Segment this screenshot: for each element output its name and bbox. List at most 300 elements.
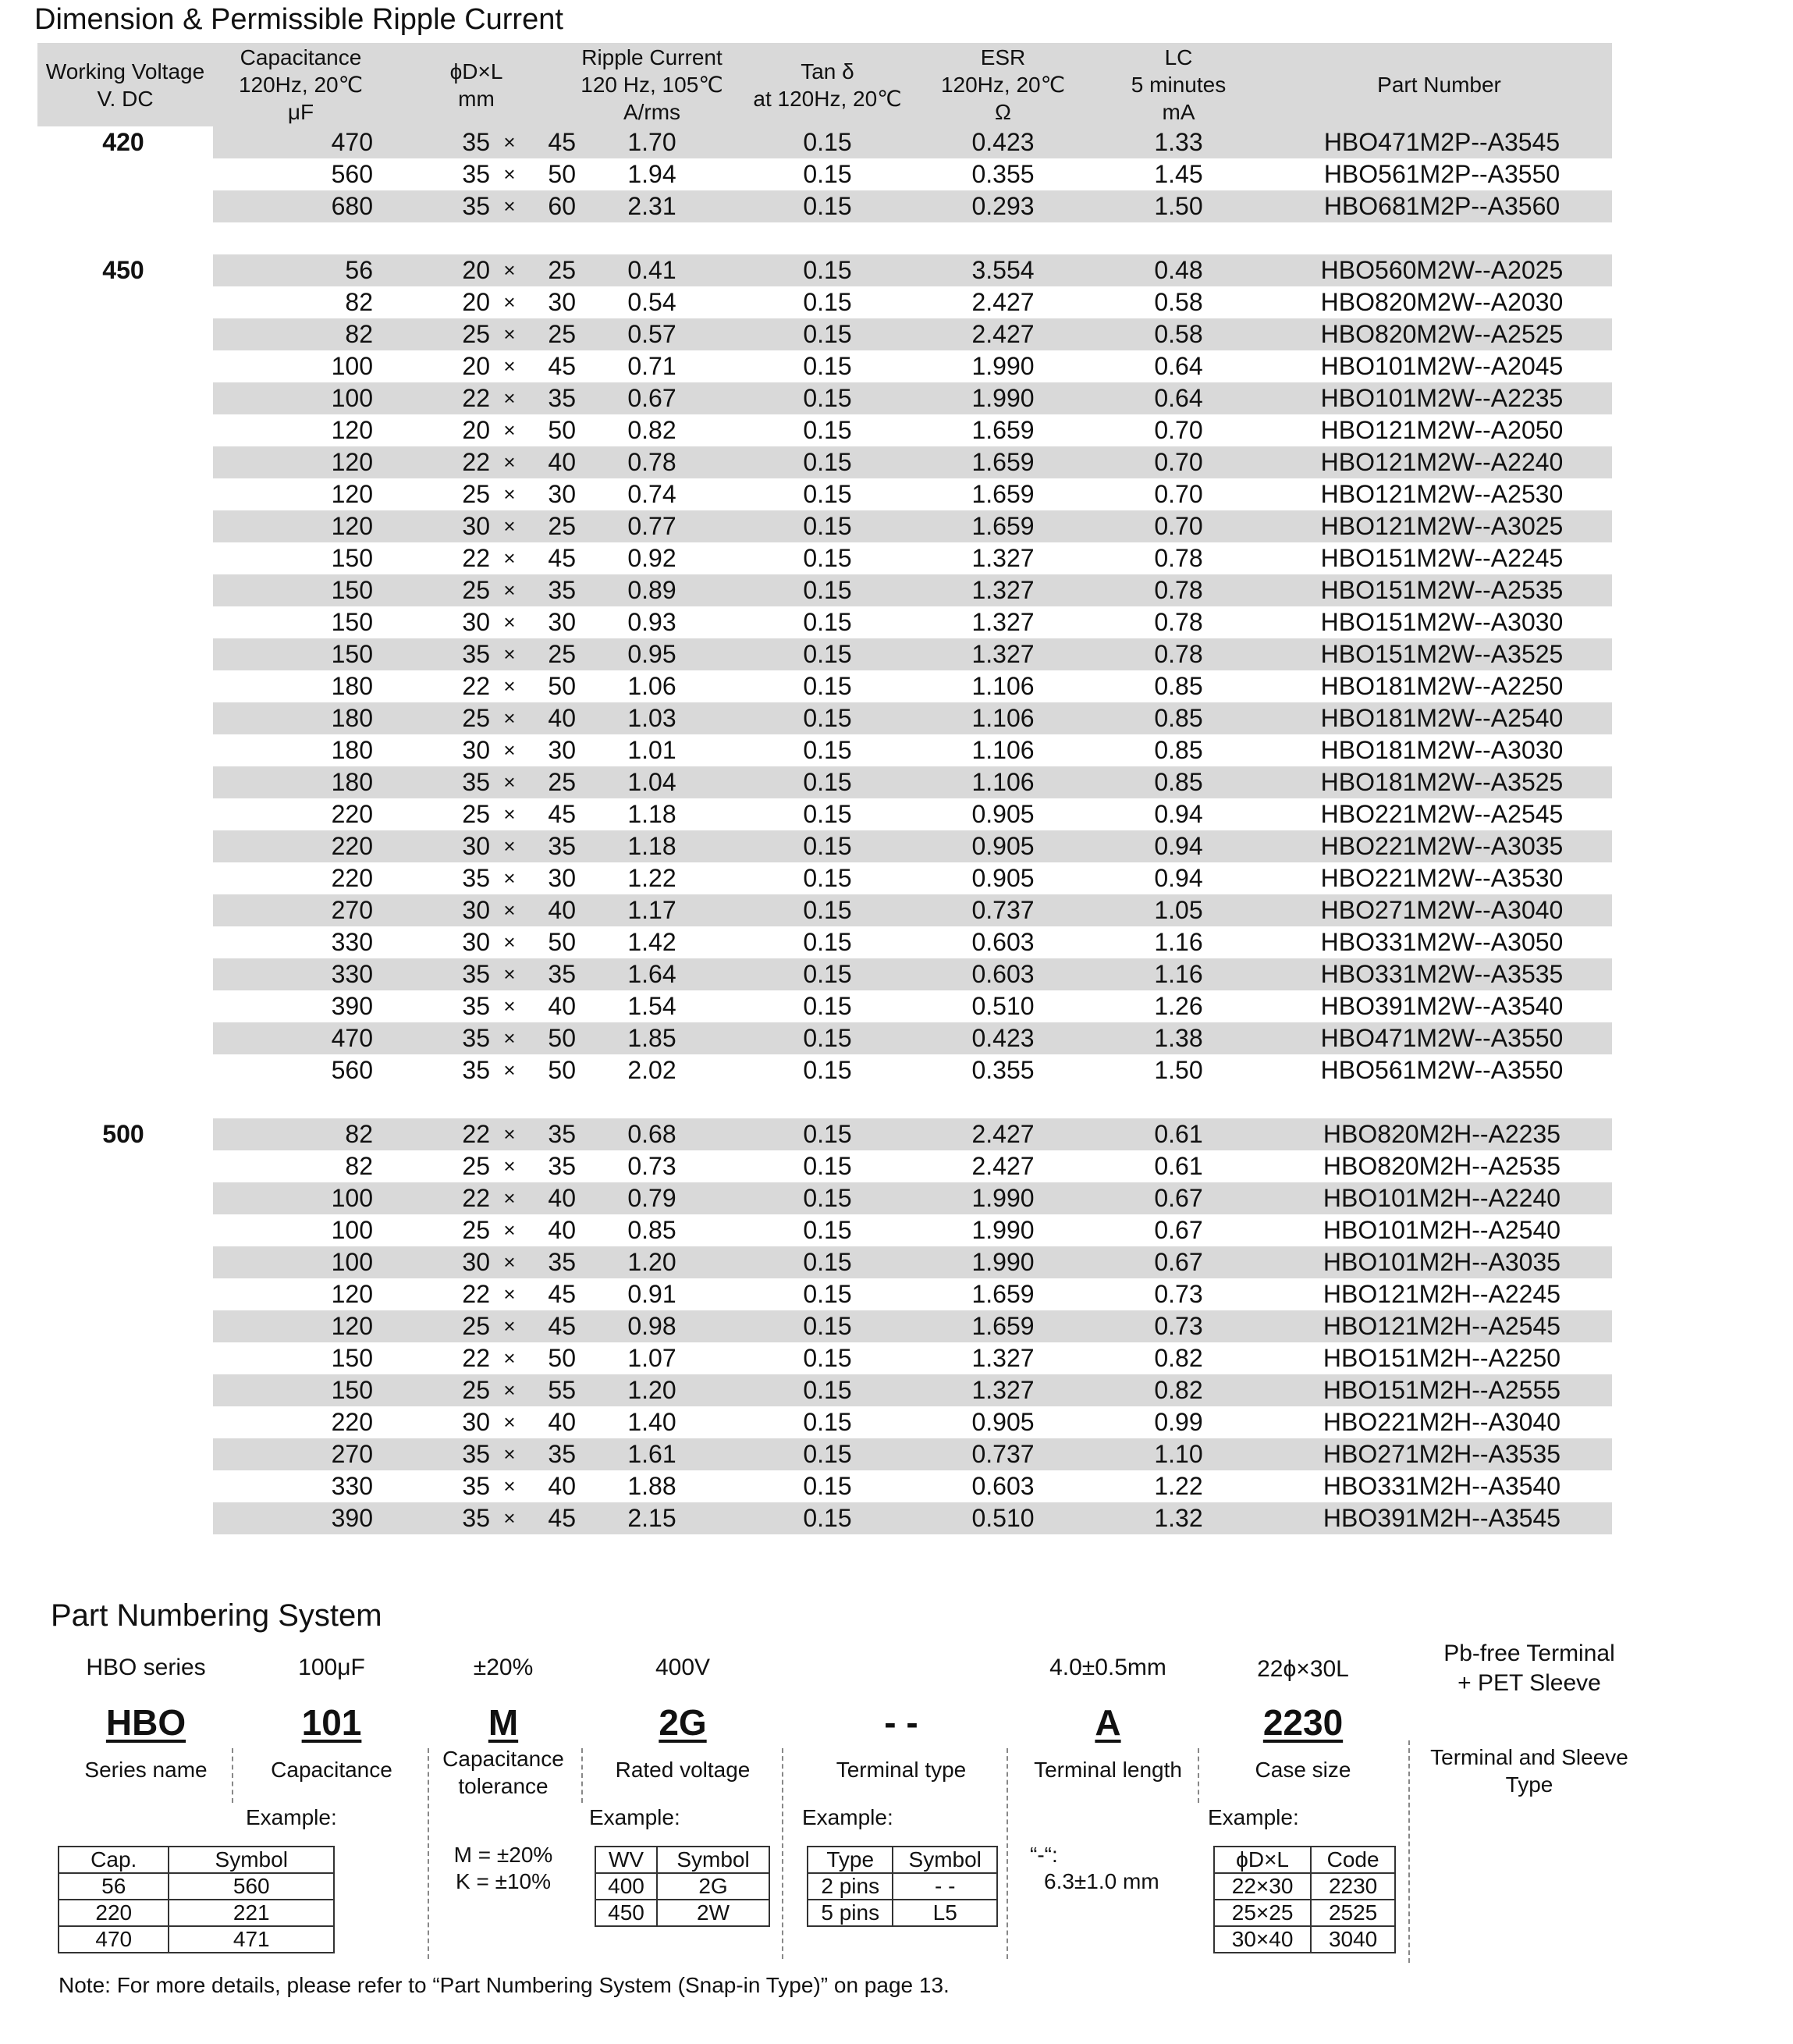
table-row [37, 862, 1612, 894]
example-series: HBO series [86, 1655, 206, 1680]
separator [1408, 1740, 1410, 1963]
cell-rip: 1.20 [627, 1376, 676, 1404]
cell-rip: 1.06 [627, 672, 676, 700]
cell-rip: 0.85 [627, 1216, 676, 1244]
times-symbol: × [503, 258, 516, 282]
cell-cap: 180 [331, 736, 373, 764]
cell-d: 20 [462, 352, 490, 380]
cell-l: 40 [548, 896, 576, 924]
cell-pn: HBO471M2P--A3545 [1323, 128, 1560, 156]
cell-esr: 0.603 [971, 1472, 1035, 1500]
cell-tan: 0.15 [803, 352, 852, 380]
cell-l: 35 [548, 1248, 576, 1276]
cell-l: 45 [548, 352, 576, 380]
cell-esr: 3.554 [971, 256, 1035, 284]
table-row [37, 1342, 1612, 1374]
cell-d: 25 [462, 576, 490, 604]
table-row [37, 1182, 1612, 1214]
cell-lc: 0.70 [1154, 480, 1203, 508]
cell-esr: 1.990 [971, 384, 1035, 412]
cell-tan: 0.15 [803, 192, 852, 220]
table-row [37, 382, 1612, 414]
cell-tan: 0.15 [803, 512, 852, 540]
cell-cap: 150 [331, 1376, 373, 1404]
table-row: 56 560 [59, 1873, 334, 1900]
cell-cap: 82 [345, 1152, 373, 1180]
cell-pn: HBO151M2H--A2555 [1323, 1376, 1561, 1404]
table-row [37, 286, 1612, 318]
cell-pn: HBO121M2W--A3025 [1320, 512, 1564, 540]
times-symbol: × [503, 162, 516, 186]
cell-l: 35 [548, 1120, 576, 1148]
cell-rip: 0.54 [627, 288, 676, 316]
cell-lc: 0.78 [1154, 608, 1203, 636]
header-part-number: Part Number [1377, 73, 1501, 97]
cell-tan: 0.15 [803, 288, 852, 316]
cell-esr: 1.990 [971, 1216, 1035, 1244]
cell-pn: HBO331M2H--A3540 [1323, 1472, 1561, 1500]
cell-cap: 150 [331, 544, 373, 572]
cell-lc: 0.78 [1154, 640, 1203, 668]
cell-cap: 390 [331, 1504, 373, 1532]
cell-l: 50 [548, 160, 576, 188]
times-symbol: × [503, 1282, 516, 1306]
times-symbol: × [503, 1250, 516, 1274]
cell-l: 35 [548, 576, 576, 604]
cell-rip: 2.02 [627, 1056, 676, 1084]
cell-rip: 1.07 [627, 1344, 676, 1372]
table-row: 2 pins - - [808, 1873, 997, 1900]
cell-cap: 680 [331, 192, 373, 220]
cell-tan: 0.15 [803, 1184, 852, 1212]
times-symbol: × [503, 1442, 516, 1466]
label-series: Series name [84, 1758, 208, 1782]
cell-l: 45 [548, 1312, 576, 1340]
cell-l: 45 [548, 128, 576, 156]
times-symbol: × [503, 450, 516, 474]
times-symbol: × [503, 674, 516, 698]
cell-l: 35 [548, 832, 576, 860]
cell-pn: HBO221M2H--A3040 [1323, 1408, 1561, 1436]
example-label-case: Example: [1208, 1805, 1299, 1829]
cell-d: 25 [462, 704, 490, 732]
cell-esr: 1.327 [971, 1344, 1035, 1372]
code-series: HBO [105, 1702, 186, 1743]
cell-rip: 0.92 [627, 544, 676, 572]
example-capacitance: 100μF [298, 1655, 365, 1680]
cell-rip: 1.22 [627, 864, 676, 892]
cell-d: 35 [462, 960, 490, 988]
cell-pn: HBO331M2W--A3535 [1320, 960, 1564, 988]
cell-esr: 0.423 [971, 128, 1035, 156]
cell-cap: 100 [331, 1184, 373, 1212]
cell-tan: 0.15 [803, 128, 852, 156]
cell-d: 30 [462, 1408, 490, 1436]
times-symbol: × [503, 386, 516, 410]
cell-rip: 0.93 [627, 608, 676, 636]
cell-cap: 100 [331, 1216, 373, 1244]
cell-lc: 0.48 [1154, 256, 1203, 284]
cell-lc: 1.16 [1154, 960, 1203, 988]
table-row: 450 2W [595, 1900, 769, 1926]
cell-lc: 0.82 [1154, 1376, 1203, 1404]
cell-esr: 0.293 [971, 192, 1035, 220]
times-symbol: × [503, 738, 516, 762]
cell-tan: 0.15 [803, 1376, 852, 1404]
table-row [37, 1502, 1612, 1534]
cell-rip: 1.94 [627, 160, 676, 188]
cell-l: 35 [548, 1152, 576, 1180]
case-code-table: ϕD×L Code 22×30 2230 25×25 2525 30×40 3040 [1213, 1846, 1396, 1953]
cell-pn: HBO121M2H--A2545 [1323, 1312, 1561, 1340]
table-header [37, 43, 1612, 126]
cell-pn: HBO181M2W--A2250 [1320, 672, 1564, 700]
cell-lc: 0.82 [1154, 1344, 1203, 1372]
voltage-group-label: 450 [102, 256, 144, 284]
cell-cap: 100 [331, 1248, 373, 1276]
cell-cap: 100 [331, 384, 373, 412]
cell-cap: 56 [345, 256, 373, 284]
cell-rip: 1.03 [627, 704, 676, 732]
cell-pn: HBO271M2H--A3535 [1323, 1440, 1561, 1468]
header-capacitance: Capacitance 120Hz, 20℃ μF [238, 45, 364, 124]
cell-lc: 1.22 [1154, 1472, 1203, 1500]
cell-tan: 0.15 [803, 1408, 852, 1436]
separator [1007, 1748, 1008, 1959]
cell-cap: 82 [345, 288, 373, 316]
table-row [37, 1118, 1612, 1150]
cell-d: 22 [462, 384, 490, 412]
cell-lc: 0.70 [1154, 416, 1203, 444]
cell-rip: 0.67 [627, 384, 676, 412]
times-symbol: × [503, 322, 516, 346]
times-symbol: × [503, 354, 516, 378]
example-voltage: 400V [655, 1655, 711, 1680]
cell-esr: 0.510 [971, 992, 1035, 1020]
table-row [37, 510, 1612, 542]
cell-esr: 1.990 [971, 1184, 1035, 1212]
cell-esr: 1.659 [971, 448, 1035, 476]
cell-pn: HBO121M2W--A2050 [1320, 416, 1564, 444]
cell-rip: 0.77 [627, 512, 676, 540]
separator [232, 1748, 233, 1803]
cell-esr: 1.106 [971, 704, 1035, 732]
cell-rip: 0.79 [627, 1184, 676, 1212]
cell-lc: 0.94 [1154, 832, 1203, 860]
cell-lc: 0.70 [1154, 512, 1203, 540]
table-row [37, 1374, 1612, 1406]
cell-pn: HBO560M2W--A2025 [1320, 256, 1564, 284]
cell-lc: 0.64 [1154, 352, 1203, 380]
times-symbol: × [503, 642, 516, 666]
cell-pn: HBO471M2W--A3550 [1320, 1024, 1564, 1052]
cell-pn: HBO121M2W--A2530 [1320, 480, 1564, 508]
code-tolerance: M [488, 1702, 519, 1743]
cell-esr: 1.327 [971, 544, 1035, 572]
cell-esr: 1.327 [971, 576, 1035, 604]
cell-d: 30 [462, 1248, 490, 1276]
cell-l: 25 [548, 512, 576, 540]
table-row: 400 2G [595, 1873, 769, 1900]
cell-tan: 0.15 [803, 1024, 852, 1052]
cell-lc: 0.70 [1154, 448, 1203, 476]
times-symbol: × [503, 1314, 516, 1338]
cell-esr: 0.905 [971, 864, 1035, 892]
cell-rip: 1.20 [627, 1248, 676, 1276]
cell-pn: HBO820M2H--A2535 [1323, 1152, 1561, 1180]
cell-lc: 0.85 [1154, 736, 1203, 764]
cell-pn: HBO820M2W--A2030 [1320, 288, 1564, 316]
cell-cap: 470 [331, 1024, 373, 1052]
cell-pn: HBO101M2H--A3035 [1323, 1248, 1561, 1276]
table-row [37, 1406, 1612, 1438]
cell-esr: 1.106 [971, 672, 1035, 700]
cell-rip: 0.57 [627, 320, 676, 348]
cell-rip: 1.61 [627, 1440, 676, 1468]
code-voltage: 2G [659, 1702, 707, 1743]
cell-tan: 0.15 [803, 960, 852, 988]
cell-l: 35 [548, 960, 576, 988]
cell-l: 40 [548, 1184, 576, 1212]
cell-cap: 120 [331, 512, 373, 540]
times-symbol: × [503, 930, 516, 954]
cell-esr: 2.427 [971, 1120, 1035, 1148]
cell-d: 35 [462, 1504, 490, 1532]
cell-d: 35 [462, 1024, 490, 1052]
times-symbol: × [503, 866, 516, 890]
table-row [37, 734, 1612, 766]
label-voltage: Rated voltage [615, 1758, 751, 1782]
cell-pn: HBO121M2H--A2245 [1323, 1280, 1561, 1308]
times-symbol: × [503, 1154, 516, 1178]
header-esr: ESR 120Hz, 20℃ Ω [940, 45, 1066, 124]
cell-rip: 1.17 [627, 896, 676, 924]
table-row [37, 446, 1612, 478]
cell-l: 35 [548, 1440, 576, 1468]
cell-pn: HBO681M2P--A3560 [1323, 192, 1560, 220]
cell-rip: 0.95 [627, 640, 676, 668]
terminal-length-note: “-“: 6.3±1.0 mm [1030, 1843, 1159, 1893]
cell-lc: 0.67 [1154, 1248, 1203, 1276]
cell-esr: 1.327 [971, 608, 1035, 636]
table-row [37, 350, 1612, 382]
cell-rip: 0.98 [627, 1312, 676, 1340]
cell-rip: 1.70 [627, 128, 676, 156]
cell-pn: HBO181M2W--A3030 [1320, 736, 1564, 764]
cell-pn: HBO151M2W--A3525 [1320, 640, 1564, 668]
cell-cap: 330 [331, 1472, 373, 1500]
cell-d: 35 [462, 128, 490, 156]
cell-esr: 1.106 [971, 736, 1035, 764]
cell-tan: 0.15 [803, 672, 852, 700]
cell-l: 30 [548, 608, 576, 636]
cell-lc: 1.45 [1154, 160, 1203, 188]
cell-l: 50 [548, 672, 576, 700]
terminal-symbol-table: Type Symbol 2 pins - - 5 pins L5 [807, 1846, 998, 1927]
cell-rip: 1.04 [627, 768, 676, 796]
cell-l: 40 [548, 1408, 576, 1436]
cell-lc: 0.61 [1154, 1152, 1203, 1180]
cell-d: 25 [462, 320, 490, 348]
cell-esr: 0.905 [971, 832, 1035, 860]
cell-rip: 0.78 [627, 448, 676, 476]
label-terminal-length: Terminal length [1034, 1758, 1182, 1782]
cell-tan: 0.15 [803, 832, 852, 860]
header-ripple: Ripple Current 120 Hz, 105℃ A/rms [581, 45, 723, 124]
cell-lc: 0.85 [1154, 672, 1203, 700]
cell-l: 40 [548, 992, 576, 1020]
cell-pn: HBO221M2W--A2545 [1320, 800, 1564, 828]
example-tolerance: ±20% [473, 1655, 534, 1680]
cell-rip: 1.88 [627, 1472, 676, 1500]
cell-esr: 1.327 [971, 1376, 1035, 1404]
cell-cap: 330 [331, 928, 373, 956]
cell-tan: 0.15 [803, 928, 852, 956]
table-row: 30×40 3040 [1214, 1926, 1395, 1953]
cell-tan: 0.15 [803, 640, 852, 668]
header-voltage: Working Voltage V. DC [45, 59, 205, 111]
cell-tan: 0.15 [803, 608, 852, 636]
cell-l: 30 [548, 864, 576, 892]
cell-esr: 0.423 [971, 1024, 1035, 1052]
table-row: 470 471 [59, 1926, 334, 1953]
cap-symbol-table: Cap. Symbol 56 560 220 221 470 471 [58, 1846, 335, 1953]
cell-cap: 150 [331, 640, 373, 668]
cell-rip: 1.42 [627, 928, 676, 956]
cell-l: 45 [548, 1280, 576, 1308]
cell-l: 50 [548, 928, 576, 956]
cell-cap: 120 [331, 480, 373, 508]
cell-cap: 560 [331, 1056, 373, 1084]
cell-cap: 390 [331, 992, 373, 1020]
cell-pn: HBO391M2W--A3540 [1320, 992, 1564, 1020]
example-label-terminal: Example: [802, 1805, 893, 1829]
cell-cap: 82 [345, 1120, 373, 1148]
label-capacitance: Capacitance [271, 1758, 392, 1782]
cell-esr: 2.427 [971, 1152, 1035, 1180]
code-case-size: 2230 [1262, 1702, 1344, 1743]
cell-tan: 0.15 [803, 576, 852, 604]
cell-pn: HBO181M2W--A2540 [1320, 704, 1564, 732]
times-symbol: × [503, 482, 516, 506]
cell-lc: 1.05 [1154, 896, 1203, 924]
cell-d: 35 [462, 160, 490, 188]
table-row [37, 318, 1612, 350]
times-symbol: × [503, 130, 516, 154]
table-row: 5 pins L5 [808, 1900, 997, 1926]
cell-l: 25 [548, 256, 576, 284]
table-row [37, 190, 1612, 222]
cell-tan: 0.15 [803, 320, 852, 348]
times-symbol: × [503, 770, 516, 794]
cell-esr: 2.427 [971, 288, 1035, 316]
cell-pn: HBO101M2W--A2045 [1320, 352, 1564, 380]
cell-tan: 0.15 [803, 992, 852, 1020]
cell-rip: 1.18 [627, 800, 676, 828]
page-title: Dimension & Permissible Ripple Current [34, 3, 563, 36]
table-row: 22×30 2230 [1214, 1873, 1395, 1900]
cell-lc: 1.10 [1154, 1440, 1203, 1468]
table-row [37, 126, 1612, 158]
cell-rip: 1.01 [627, 736, 676, 764]
times-symbol: × [503, 290, 516, 314]
voltage-group-label: 420 [102, 128, 144, 156]
cell-cap: 180 [331, 672, 373, 700]
cell-cap: 120 [331, 416, 373, 444]
cell-pn: HBO331M2W--A3050 [1320, 928, 1564, 956]
tolerance-codes: M = ±20% K = ±10% [453, 1843, 553, 1893]
cell-esr: 0.905 [971, 800, 1035, 828]
times-symbol: × [503, 962, 516, 986]
table-row [37, 830, 1612, 862]
cell-cap: 270 [331, 1440, 373, 1468]
table-row [37, 766, 1612, 798]
times-symbol: × [503, 1058, 516, 1082]
cell-cap: 220 [331, 864, 373, 892]
cell-tan: 0.15 [803, 1248, 852, 1276]
label-tolerance: Capacitance tolerance [442, 1747, 564, 1798]
example-case: 22ϕ×30L [1257, 1656, 1349, 1682]
cell-rip: 2.31 [627, 192, 676, 220]
cell-lc: 1.50 [1154, 192, 1203, 220]
times-symbol: × [503, 1506, 516, 1530]
cell-esr: 0.355 [971, 1056, 1035, 1084]
cell-d: 35 [462, 768, 490, 796]
cell-d: 20 [462, 288, 490, 316]
cell-rip: 1.40 [627, 1408, 676, 1436]
cell-rip: 0.71 [627, 352, 676, 380]
pns-title: Part Numbering System [51, 1598, 382, 1633]
cell-d: 25 [462, 1312, 490, 1340]
table-row [37, 1214, 1612, 1246]
times-symbol: × [503, 1474, 516, 1498]
times-symbol: × [503, 1346, 516, 1370]
cell-l: 25 [548, 768, 576, 796]
table-row [37, 1278, 1612, 1310]
voltage-symbol-table: WV Symbol 400 2G 450 2W [595, 1846, 770, 1927]
cell-tan: 0.15 [803, 1216, 852, 1244]
cell-esr: 0.905 [971, 1408, 1035, 1436]
example-length: 4.0±0.5mm [1049, 1655, 1166, 1680]
cell-rip: 0.89 [627, 576, 676, 604]
cell-l: 45 [548, 800, 576, 828]
cell-d: 20 [462, 256, 490, 284]
cell-esr: 0.737 [971, 1440, 1035, 1468]
cell-esr: 1.659 [971, 480, 1035, 508]
table-row [37, 1470, 1612, 1502]
cell-lc: 1.33 [1154, 128, 1203, 156]
cell-cap: 330 [331, 960, 373, 988]
times-symbol: × [503, 706, 516, 730]
table-row [37, 574, 1612, 606]
voltage-group-label: 500 [102, 1120, 144, 1148]
table-row [37, 958, 1612, 990]
cell-lc: 0.73 [1154, 1280, 1203, 1308]
cell-esr: 1.106 [971, 768, 1035, 796]
cell-lc: 0.58 [1154, 288, 1203, 316]
table-row [37, 1150, 1612, 1182]
cell-d: 22 [462, 672, 490, 700]
label-case-size: Case size [1255, 1758, 1351, 1782]
cell-tan: 0.15 [803, 1152, 852, 1180]
table-row: 220 221 [59, 1900, 334, 1926]
cell-pn: HBO101M2H--A2240 [1323, 1184, 1561, 1212]
table-row [37, 542, 1612, 574]
cell-d: 30 [462, 736, 490, 764]
table-row [37, 670, 1612, 702]
code-terminal-length: A [1095, 1702, 1121, 1743]
cell-l: 45 [548, 1504, 576, 1532]
